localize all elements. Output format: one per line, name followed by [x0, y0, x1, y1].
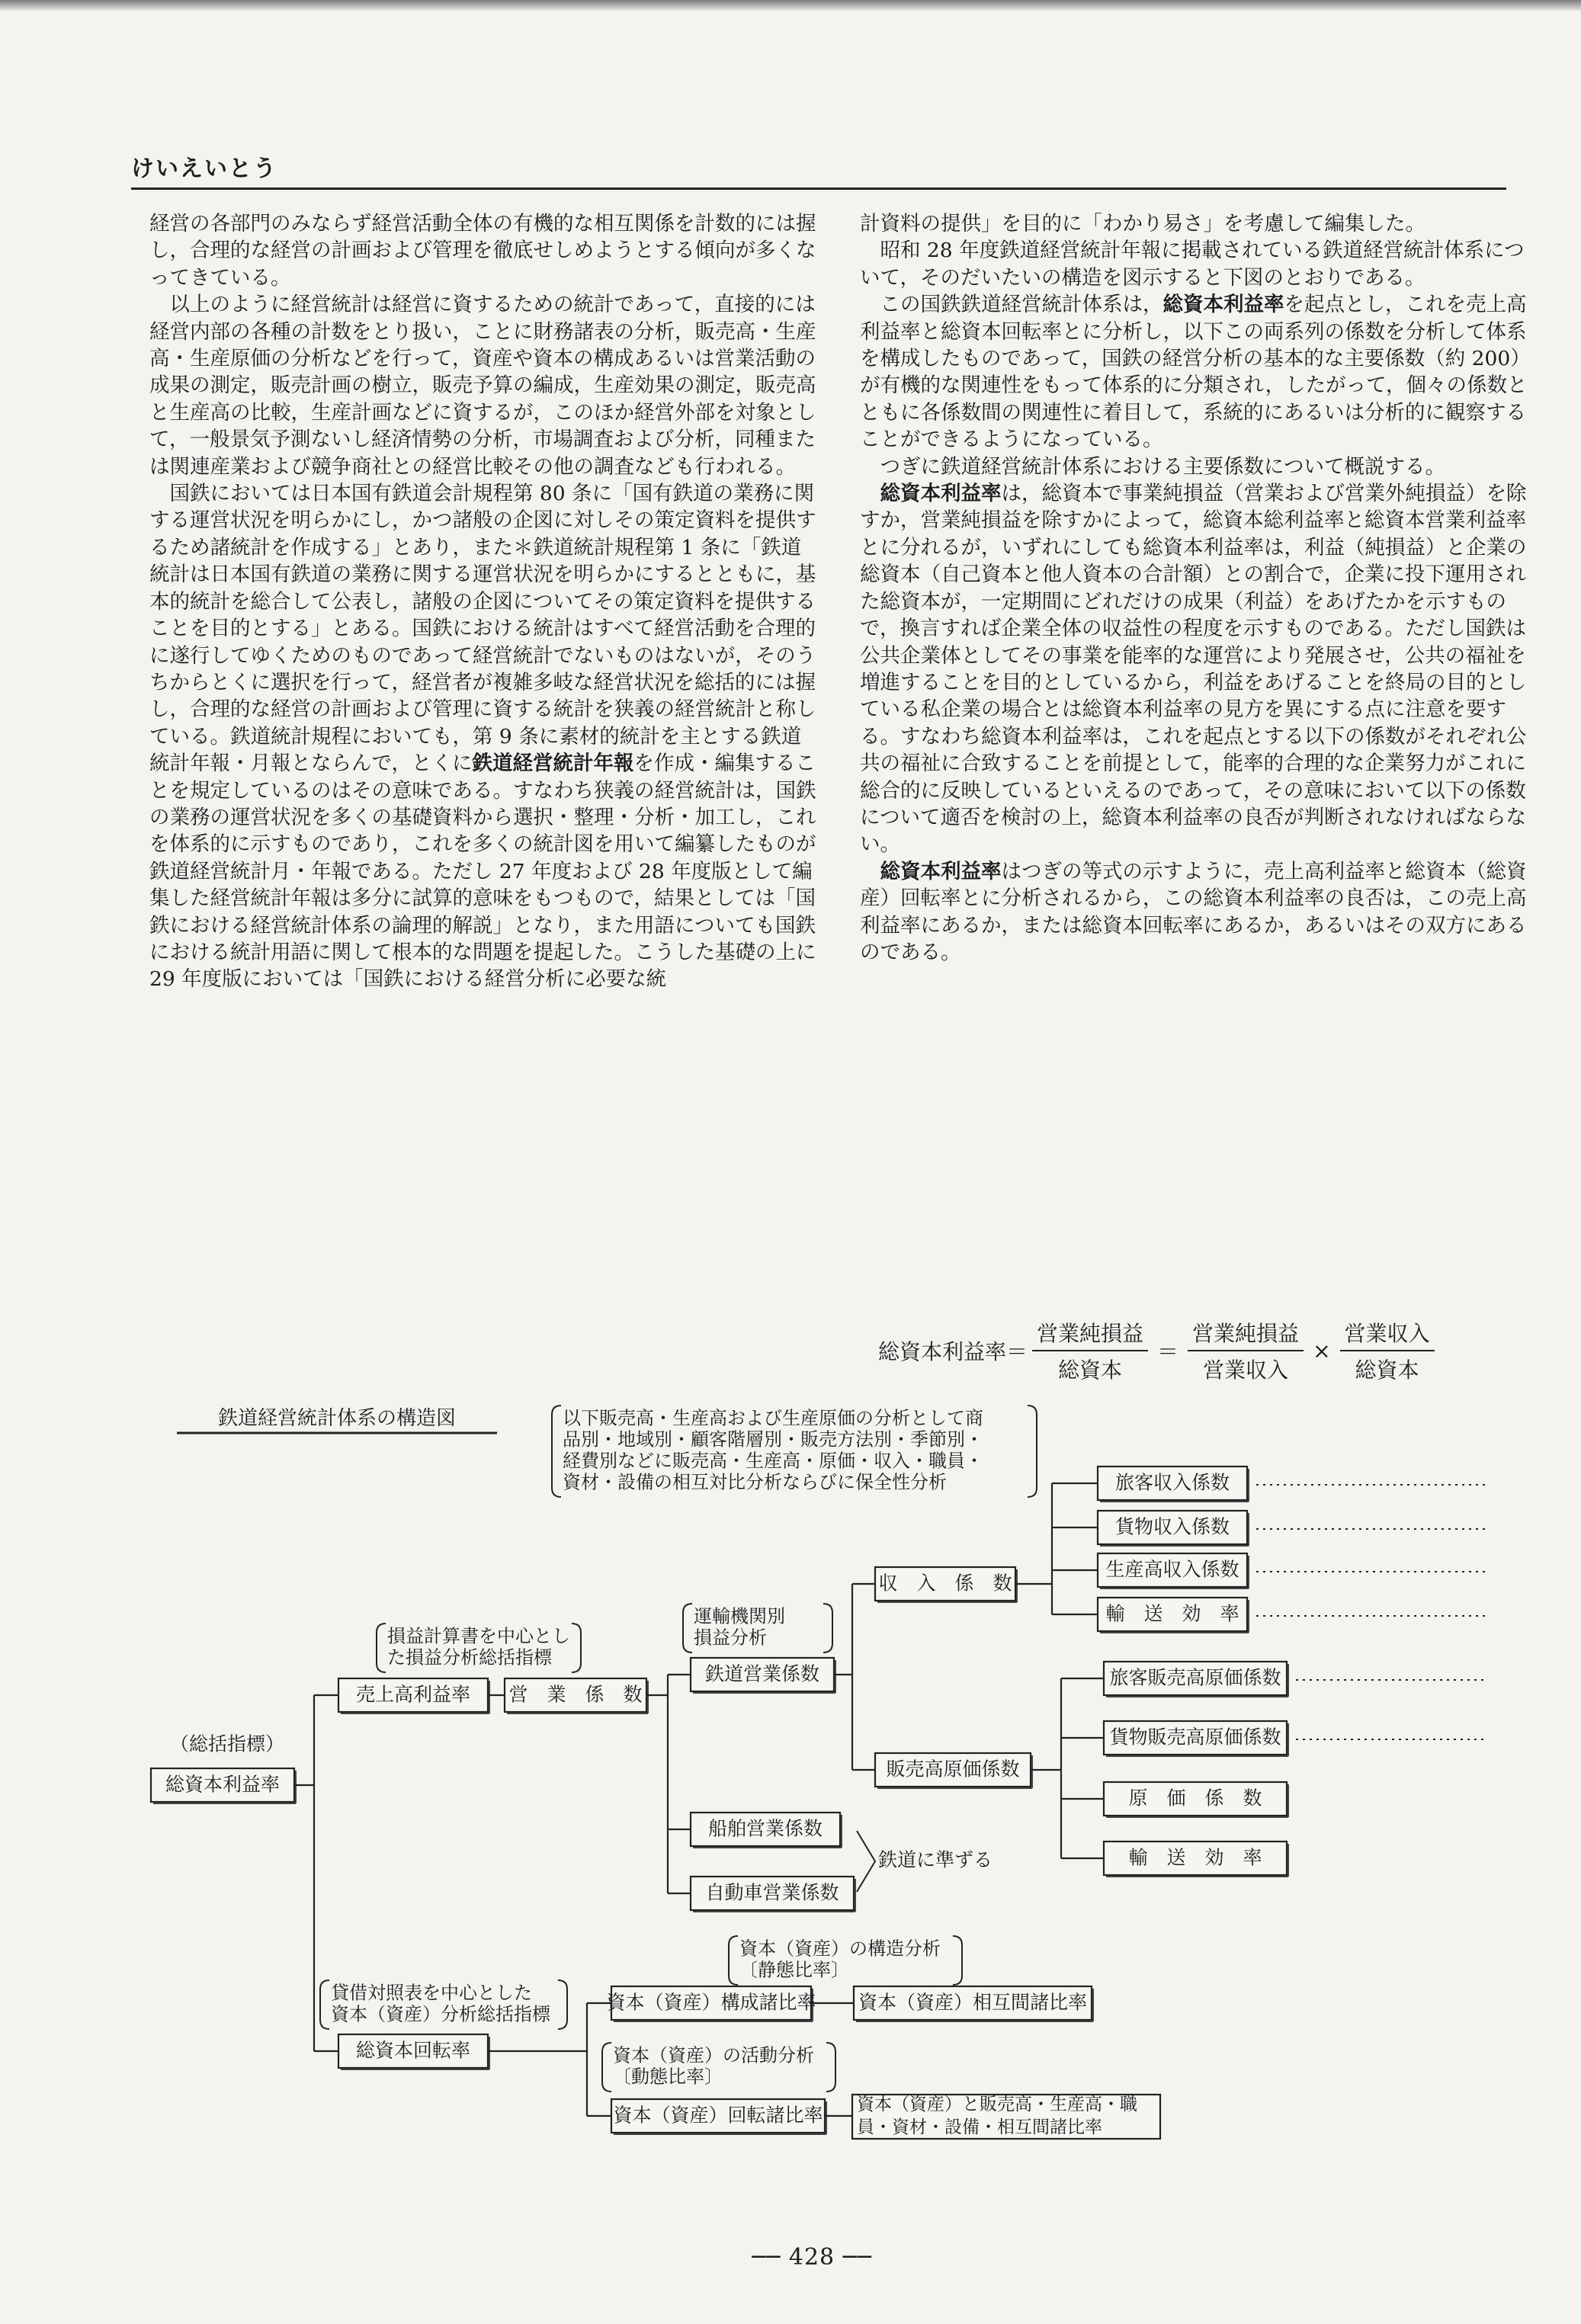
paragraph-text: 国鉄においては日本国有鉄道会計規程第 80 条に「国有鉄道の業務に関する運営状況を明らかにし，かつ諸般の企図に対しその策定資料を提供するため諸統計を作成する」とあり，また＊鉄道統計規程第 1 条に「鉄道統計は日本国有鉄道の業務に関する運営状況を明らかにするとともに，基本的統計を総合して公表し，諸般の企図についてその策定資料を提供することを目的とする」とある。国鉄における統計はすべて経営活動を合理的に遂行してゆくためのものであって経営統計でないものはないが，そのうちからとくに選択を行って，経営者が複雑多岐な経営状況を総括的には握し，合理的な経営の計画および管理に資する統計を狭義の経営統計と称している。鉄道統計規程においても，第 9 条に素材的統計を主とする鉄道統計年報・月報とならんで，とくに — [149, 482, 816, 776]
note-pl-indicator-line: た損益分析総括指標 — [387, 1646, 552, 1668]
bold-term: 鉄道経営統計年報 — [472, 752, 634, 776]
diagram-title: 鉄道経営統計体系の構造図 — [217, 1407, 457, 1430]
capital-composition-ratios: 資本（資産）構成諸比率 — [606, 1991, 816, 2014]
cost-item: 輸 送 効 率 — [1128, 1846, 1262, 1869]
page-number: ── 428 ── — [752, 2244, 872, 2271]
note-pl-indicator-bracket-left — [377, 1624, 386, 1672]
note-bs-indicator-line: 資本（資産）分析総括指標 — [331, 2003, 550, 2025]
rail-operating-coefficient: 鉄道営業係数 — [704, 1662, 820, 1685]
page-number-value: 428 — [788, 2244, 835, 2271]
paragraph: 昭和 28 年度鉄道経営統計年報に掲載されている鉄道経営統計体系について，そのだいたいの構造を図示すると下図のとおりである。 — [860, 239, 1525, 290]
cost-item: 貨物販売高原価係数 — [1109, 1726, 1281, 1749]
paragraph-text: はつぎの等式の示すように，売上高利益率と総資本（総資産）回転率とに分析されるから，この総資本利益率の良否は，この売上高利益率にあるか，または総資本回転率にあるか，あるいはその双方にあるのである。 — [860, 859, 1527, 964]
paragraph: 以上のように経営統計は経営に資するための統計であって，直接的には経営内部の各種の計数をとり扱い，ことに財務諸表の分析，販売高・生産高・生産原価の分析などを行って，資産や資本の構成あるいは営業活動の成果の測定，販売計画の樹立，販売予算の編成，生産効果の測定，販売高と生産高の比較，生産計画などに資するが，このほか経営外部を対象として，一般景気予測ないし経済情勢の分析，市場調査および分析，同種または関連産業および競争商社との経営比較その他の調査なども行われる。 — [149, 293, 816, 479]
capital-mutual-ratios: 資本（資産）相互間諸比率 — [858, 1991, 1088, 2014]
fraction-3-denominator: 総資本 — [1355, 1358, 1419, 1383]
bold-term: 総資本利益率 — [880, 859, 1002, 883]
quasi-rail-label: 鉄道に準ずる — [878, 1848, 993, 1871]
paragraph: つぎに鉄道経営統計体系における主要係数について概説する。 — [880, 454, 1445, 479]
note-activity-analysis-bracket-right — [826, 2043, 835, 2092]
bold-term: 総資本利益率 — [1162, 293, 1284, 317]
cost-item: 原 価 係 数 — [1128, 1787, 1262, 1810]
revenue-item: 貨物収入係数 — [1114, 1515, 1230, 1538]
cost-item: 旅客販売高原価係数 — [1109, 1666, 1281, 1689]
page-header: けいえいとう — [131, 155, 277, 182]
note-activity-analysis-bracket-left — [602, 2043, 611, 2092]
note-transport-analysis-line: 運輸機関別 — [694, 1605, 785, 1627]
note-activity-analysis-line: 資本（資産）の活動分析 — [613, 2044, 814, 2066]
times-sign: × — [1313, 1338, 1331, 1364]
note-pl-indicator-bracket-right — [572, 1624, 581, 1672]
formula-lhs: 総資本利益率＝ — [878, 1339, 1028, 1364]
equals-sign: ＝ — [1157, 1339, 1179, 1364]
note-transport-analysis-line: 損益分析 — [694, 1627, 767, 1649]
note-top-analysis-line: 経費別などに販売高・生産高・原価・収入・職員・ — [563, 1450, 983, 1472]
note-structure-analysis-bracket-right — [953, 1936, 962, 1985]
sales-cost-coefficient: 販売高原価係数 — [886, 1758, 1020, 1781]
turnover-detail-line: 資本（資産）と販売高・生産高・職 — [857, 2095, 1137, 2114]
root-total-capital-return: 総資本利益率 — [165, 1773, 281, 1796]
note-top-analysis-line: 以下販売高・生産高および生産原価の分析として商 — [563, 1407, 983, 1429]
note-bs-indicator-line: 貸借対照表を中心とした — [331, 1982, 532, 2004]
note-bs-indicator-bracket-right — [558, 1980, 567, 2029]
capital-turnover-ratios: 資本（資産）回転諸比率 — [613, 2104, 823, 2127]
capital-turnover-ratio: 総資本回転率 — [355, 2039, 471, 2062]
paragraph: 経営の各部門のみならず経営活動全体の有機的な相互関係を計数的には握し，合理的な経営の計画および管理を徹底せしめようとする傾向が多くなってきている。 — [149, 212, 816, 290]
paragraph-text: を起点とし，これを売上高利益率と総資本回転率とに分析し，以下この両系列の係数を分析して体系を構成したものであって，国鉄の経営分析の基本的な主要係数（約 200）が有機的な関連性をもって体系的に分類され，したがって，個々の係数とともに各係数間の関連性に着目して，系統的にあるいは分析的に観察することができるようになっている。 — [860, 293, 1528, 452]
fraction-1-denominator: 総資本 — [1058, 1358, 1123, 1383]
operating-coefficient: 営 業 係 数 — [508, 1683, 643, 1706]
paragraph-text: この国鉄鉄道経営統計体系は， — [880, 293, 1163, 317]
fraction-2-denominator: 営業収入 — [1203, 1358, 1289, 1383]
note-structure-analysis-bracket-left — [729, 1936, 738, 1985]
revenue-item: 輸 送 効 率 — [1105, 1602, 1239, 1625]
note-root: （総括指標） — [169, 1733, 285, 1755]
note-transport-analysis-bracket-right — [823, 1604, 832, 1652]
note-transport-analysis-bracket-left — [683, 1604, 692, 1652]
note-structure-analysis-line: 資本（資産）の構造分析 — [739, 1938, 941, 1960]
paragraph-text: は，総資本で事業純損益（営業および営業外純損益）を除すか，営業純損益を除すかによって，総資本総利益率と総資本営業利益率とに分れるが，いずれにしても総資本利益率は，利益（純損益）と企業の総資本（自己資本と他人資本の合計額）との割合で，企業に投下運用された総資本が，一定期間にどれだけの成果（利益）をあげたかを示すもので，換言すれば企業全体の収益性の程度を示すものである。ただし国鉄は公共企業体としてその事業を能率的な運営により発展させ，公共の福祉を増進することを目的としているから，利益をあげることを終局の目的としている私企業の場合とは総資本利益率の見方を異にする点に注意を要する。すなわち総資本利益率は，これを起点とする以下の係数がそれぞれ公共の福祉に合致することを前提として，能率的合理的な企業努力がこれに総合的に反映しているといえるのであって，その意味において以下の係数について適否を検討の上，総資本利益率の良否が判断されなければならない。 — [860, 482, 1527, 857]
ship-operating-coefficient: 船舶営業係数 — [707, 1817, 823, 1840]
paragraph-text: を作成・編集することを規定しているのはその意味である。すなわち狭義の経営統計は，国鉄の業務の運営状況を多くの基礎資料から選択・整理・分析・加工し，これを体系的に示すものであり，これを多くの統計図を用いて編纂したものが鉄道経営統計月・年報である。ただし 27 年度および 28 年度版として編集した経営統計年報は多分に試算的意味をもつもので，結果としては「国鉄における経営統計体系の論理的解説」となり，また用語についても国鉄における統計用語に関して根本的な問題を提起した。こうした基礎の上に 29 年度版においては「国鉄における経営分析に必要な統 — [149, 752, 816, 992]
fraction-3-numerator: 営業収入 — [1340, 1317, 1435, 1351]
turnover-detail-line: 員・資材・設備・相互間諸比率 — [857, 2117, 1102, 2137]
fraction-1-numerator: 営業純損益 — [1032, 1317, 1148, 1351]
auto-operating-coefficient: 自動車営業係数 — [705, 1881, 839, 1904]
note-bs-indicator-bracket-left — [320, 1980, 329, 2029]
bold-term: 総資本利益率 — [880, 482, 1002, 506]
note-top-analysis-bracket-left — [552, 1406, 561, 1497]
note-pl-indicator-line: 損益計算書を中心とし — [387, 1625, 570, 1647]
note-structure-analysis-line: 〔静態比率〕 — [739, 1959, 849, 1981]
note-top-analysis-line: 品別・地域別・顧客階層別・販売方法別・季節別・ — [563, 1428, 983, 1450]
note-top-analysis-bracket-right — [1028, 1406, 1037, 1497]
quasi-rail-brace — [857, 1831, 875, 1892]
revenue-item: 旅客収入係数 — [1114, 1471, 1230, 1494]
revenue-coefficient: 収 入 係 数 — [878, 1572, 1012, 1595]
revenue-item: 生産高収入係数 — [1105, 1558, 1239, 1581]
fraction-2-numerator: 営業純損益 — [1188, 1317, 1304, 1351]
note-top-analysis-line: 資材・設備の相互対比分析ならびに保全性分析 — [563, 1471, 947, 1493]
sales-margin-ratio: 売上高利益率 — [355, 1683, 471, 1706]
paragraph: 計資料の提供」を目的に「わかり易さ」を考慮して編集した。 — [860, 212, 1425, 236]
note-activity-analysis-line: 〔動態比率〕 — [613, 2066, 723, 2088]
